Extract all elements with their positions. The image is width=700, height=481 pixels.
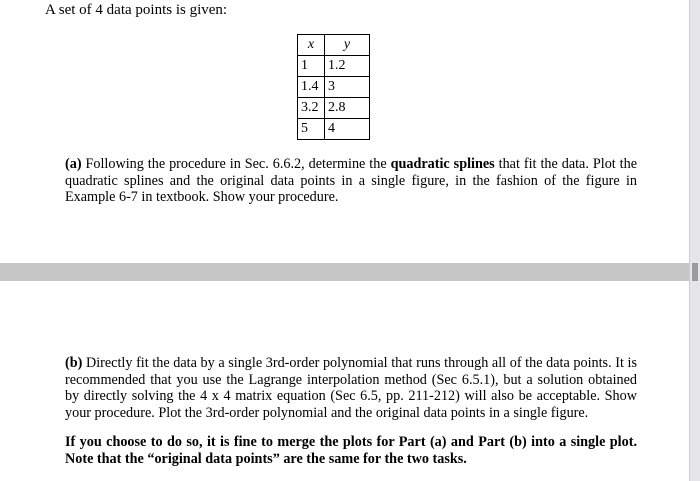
table-row	[298, 77, 370, 98]
table-row	[298, 119, 370, 140]
table-cell-x: 1	[298, 56, 325, 77]
column-header-x: x	[298, 35, 325, 56]
vertical-scrollbar[interactable]	[689, 0, 700, 481]
part-b-paragraph	[65, 355, 637, 421]
table-cell-x: 5	[298, 119, 325, 140]
column-header-y: y	[325, 35, 370, 56]
table-cell-x: 3.2	[298, 98, 325, 119]
part-a-label: (a)	[65, 156, 82, 172]
table-cell-y: 3	[325, 77, 370, 98]
table-cell-y: 4	[325, 119, 370, 140]
part-b-label: (b)	[65, 355, 83, 371]
table-cell-x: 1.4	[298, 77, 325, 98]
merge-plots-note: If you choose to do so, it is fine to merge the plots for Part (a) and Part (b) into a single plot. Note that the “original data points” are the same for the two tasks.	[65, 434, 637, 467]
part-a-text-2: that fit the data. Plot the quadratic splines and the original data points in a single figure, in the fashion of the figure in Example 6-7 in textbook. Show your procedure.	[65, 156, 638, 205]
part-a-text-1: Following the procedure in Sec. 6.6.2, determine the	[81, 156, 391, 172]
part-a-paragraph	[65, 156, 637, 206]
table-cell-y: 2.8	[325, 98, 370, 119]
page-break-divider	[0, 263, 700, 281]
table-row	[298, 56, 370, 77]
table-row	[298, 98, 370, 119]
part-a-emphasis: quadratic splines	[390, 156, 495, 172]
table-header-row	[298, 35, 370, 56]
data-points-table	[297, 34, 370, 140]
intro-text: A set of 4 data points is given:	[45, 2, 228, 18]
scrollbar-thumb[interactable]	[692, 263, 698, 281]
table-cell-y: 1.2	[325, 56, 370, 77]
part-b-text: Directly fit the data by a single 3rd-order polynomial that runs through all of the data points. It is recommended that you use the Lagrange interpolation method (Sec 6.5.1), but a solution obtained by directly solving the 4 x 4 matrix equation (Sec 6.5, pp. 211-212) will also be acceptable. Show your procedure. Plot the 3rd-order polynomial and the original data points in a single figure.	[65, 355, 637, 421]
